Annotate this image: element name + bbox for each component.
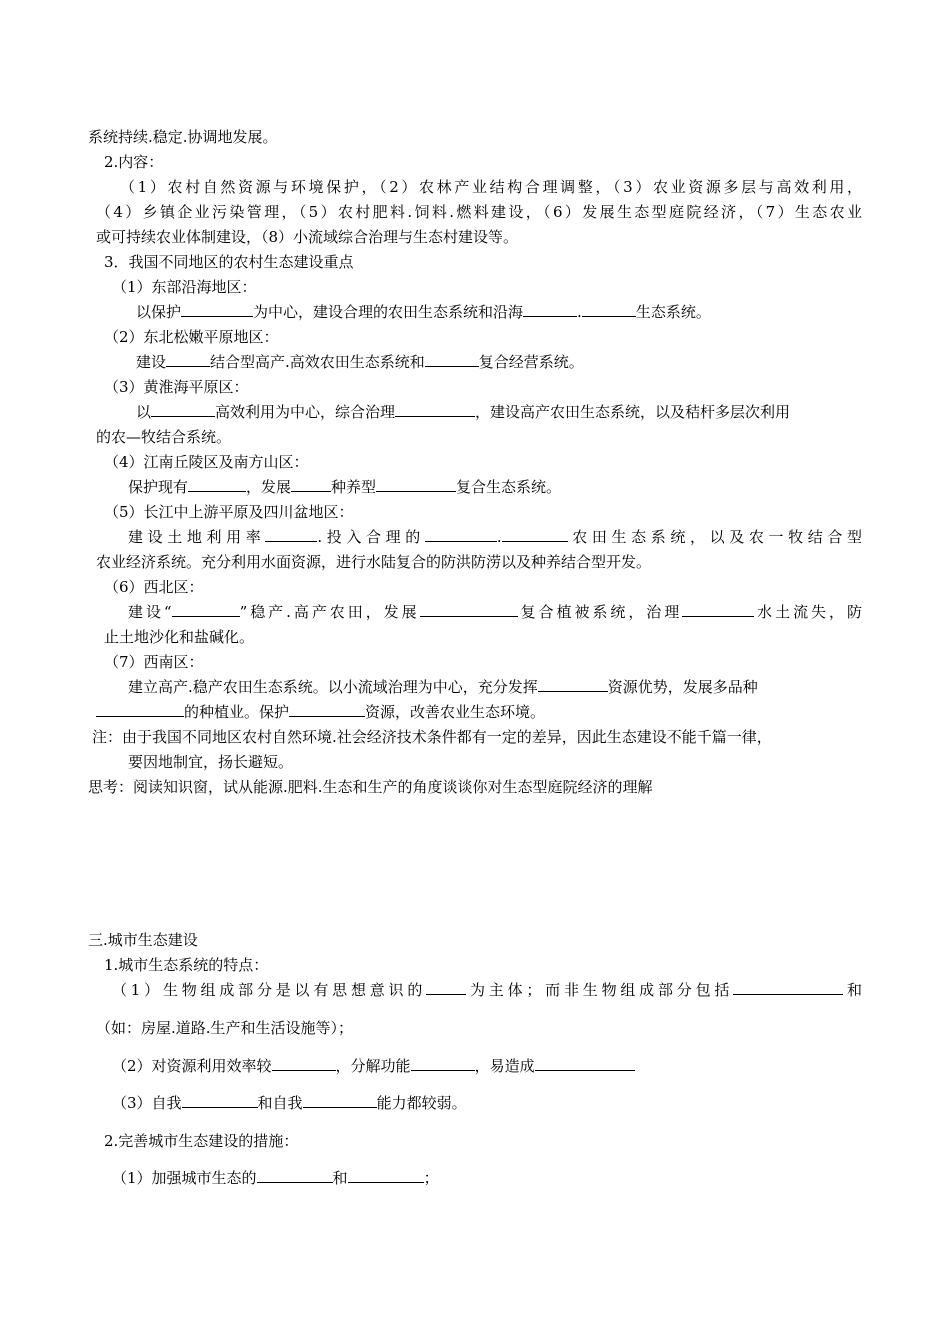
text: 建设 [136, 353, 167, 371]
regions-heading: 3．我国不同地区的农村生态建设重点 [104, 253, 354, 271]
urban-measures-heading: 2.完善城市生态建设的措施： [104, 1132, 299, 1150]
fill-blank[interactable] [523, 302, 577, 317]
text: 以保护 [136, 303, 182, 321]
region-5-line-2: 农业经济系统。充分利用水面资源，进行水陆复合的防洪防涝以及种养结合型开发。 [96, 553, 652, 571]
text: （1）生物组成部分是以有思想意识的 [112, 981, 427, 999]
fill-blank[interactable] [538, 677, 608, 692]
text: 结合型高产.高效农田生态系统和 [210, 353, 425, 371]
text: . [577, 303, 582, 321]
think-question: 思考：阅读知识窗，试从能源.肥料.生态和生产的角度谈谈你对生态型庭院经济的理解 [88, 778, 653, 796]
lead-line: 系统持续.稳定.协调地发展。 [88, 128, 278, 146]
region-1-line [136, 302, 711, 322]
feature-1-line-2: （如：房屋.道路.生产和生活设施等）； [96, 1019, 354, 1037]
region-3-line [136, 402, 790, 422]
fill-blank[interactable] [582, 302, 636, 317]
region-3-title: （3）黄淮海平原区： [104, 378, 249, 396]
text: （1）加强城市生态的 [112, 1169, 257, 1187]
fill-blank[interactable] [182, 1093, 258, 1108]
text: 和 [843, 981, 862, 999]
region-2-title: （2）东北松嫩平原地区： [104, 328, 279, 346]
fill-blank[interactable] [303, 1093, 377, 1108]
text: ”稳产.高产农田，发展 [239, 603, 420, 621]
text: ，分解功能 [335, 1057, 411, 1075]
feature-3-line [112, 1093, 467, 1113]
region-1-title: （1）东部沿海地区： [112, 278, 257, 296]
fill-blank[interactable] [181, 302, 253, 317]
fill-blank[interactable] [395, 402, 475, 417]
text: 的种植业。保护 [184, 703, 290, 721]
text: 种养型 [331, 478, 377, 496]
text: 水土流失，防 [754, 603, 862, 621]
text: 和自我 [257, 1094, 303, 1112]
text: 为中心，建设合理的农田生态系统和沿海 [253, 303, 524, 321]
text: 建设土地利用率 [128, 528, 266, 546]
fill-blank[interactable] [682, 602, 754, 617]
fill-blank[interactable] [733, 980, 843, 995]
fill-blank[interactable] [535, 1056, 635, 1071]
text: .投入合理的 [317, 528, 425, 546]
text: （3）自我 [112, 1094, 182, 1112]
text: 建设“ [128, 603, 172, 621]
text: 以 [136, 403, 152, 421]
fill-blank[interactable] [272, 1056, 336, 1071]
fill-blank[interactable] [151, 402, 215, 417]
text: 复合植被系统，治理 [517, 603, 683, 621]
fill-blank[interactable] [425, 527, 497, 542]
text: ，发展 [246, 478, 292, 496]
text: 复合经营系统。 [478, 353, 584, 371]
urban-features-heading: 1.城市生态系统的特点： [104, 956, 269, 974]
text: 资源优势，发展多品种 [607, 678, 758, 696]
fill-blank[interactable] [291, 477, 331, 492]
region-7-line-2 [96, 702, 545, 722]
text: 高效利用为中心，综合治理 [215, 403, 396, 421]
region-4-title: （4）江南丘陵区及南方山区： [104, 453, 309, 471]
note-line-1: 注：由于我国不同地区农村自然环境.社会经济技术条件都有一定的差异，因此生态建设不能千篇一律， [92, 728, 772, 746]
fill-blank[interactable] [96, 702, 184, 717]
fill-blank[interactable] [172, 602, 240, 617]
text: . [496, 528, 502, 546]
text: 为主体；而非生物组成部分包括 [466, 981, 734, 999]
region-7-title: （7）西南区： [104, 653, 204, 671]
feature-2-line [112, 1056, 635, 1076]
text: 和 [332, 1169, 348, 1187]
urban-heading: 三.城市生态建设 [88, 931, 198, 949]
region-5-title: （5）长江中上游平原及四川盆地区： [104, 503, 354, 521]
fill-blank[interactable] [376, 477, 456, 492]
text: （2）对资源利用效率较 [112, 1057, 272, 1075]
fill-blank[interactable] [166, 352, 210, 367]
fill-blank[interactable] [257, 1168, 333, 1183]
fill-blank[interactable] [188, 477, 246, 492]
fill-blank[interactable] [289, 702, 365, 717]
text: 建立高产.稳产农田生态系统。以小流域治理为中心，充分发挥 [128, 678, 538, 696]
text: 农田生态系统，以及农一牧结合型 [567, 528, 862, 546]
feature-1-line [112, 980, 862, 1000]
note-line-2: 要因地制宜，扬长避短。 [128, 753, 294, 771]
text: 能力都较弱。 [376, 1094, 467, 1112]
text: ，易造成 [474, 1057, 535, 1075]
fill-blank[interactable] [265, 527, 317, 542]
fill-blank[interactable] [411, 1056, 475, 1071]
text: 生态系统。 [635, 303, 711, 321]
text: 复合生态系统。 [456, 478, 562, 496]
text: ； [423, 1169, 439, 1187]
text: 保护现有 [128, 478, 189, 496]
content-line-2: （4）乡镇企业污染管理，（5）农村肥料.饲料.燃料建设，（6）发展生态型庭院经济，（7）生态农业 [96, 203, 862, 221]
content-line-3: 或可持续农业体制建设，（8）小流域综合治理与生态村建设等。 [96, 228, 519, 246]
region-7-line [128, 677, 758, 697]
fill-blank[interactable] [502, 527, 568, 542]
content-line-1: （1）农村自然资源与环境保护，（2）农林产业结构合理调整，（3）农业资源多层与高效利用， [120, 178, 862, 196]
region-3-line-2: 的农—牧结合系统。 [96, 428, 232, 446]
region-6-line-2: 止土地沙化和盐碱化。 [104, 628, 255, 646]
fill-blank[interactable] [426, 980, 466, 995]
content-heading: 2.内容： [104, 153, 164, 171]
fill-blank[interactable] [420, 602, 518, 617]
region-6-title: （6）西北区： [104, 578, 204, 596]
text: ，建设高产农田生态系统，以及秸杆多层次利用 [475, 403, 791, 421]
fill-blank[interactable] [348, 1168, 424, 1183]
region-6-line [128, 602, 862, 622]
region-4-line [128, 477, 561, 497]
fill-blank[interactable] [425, 352, 479, 367]
text: 资源，改善农业生态环境。 [365, 703, 546, 721]
measure-1-line [112, 1168, 439, 1188]
region-2-line [136, 352, 584, 372]
region-5-line [128, 527, 862, 547]
